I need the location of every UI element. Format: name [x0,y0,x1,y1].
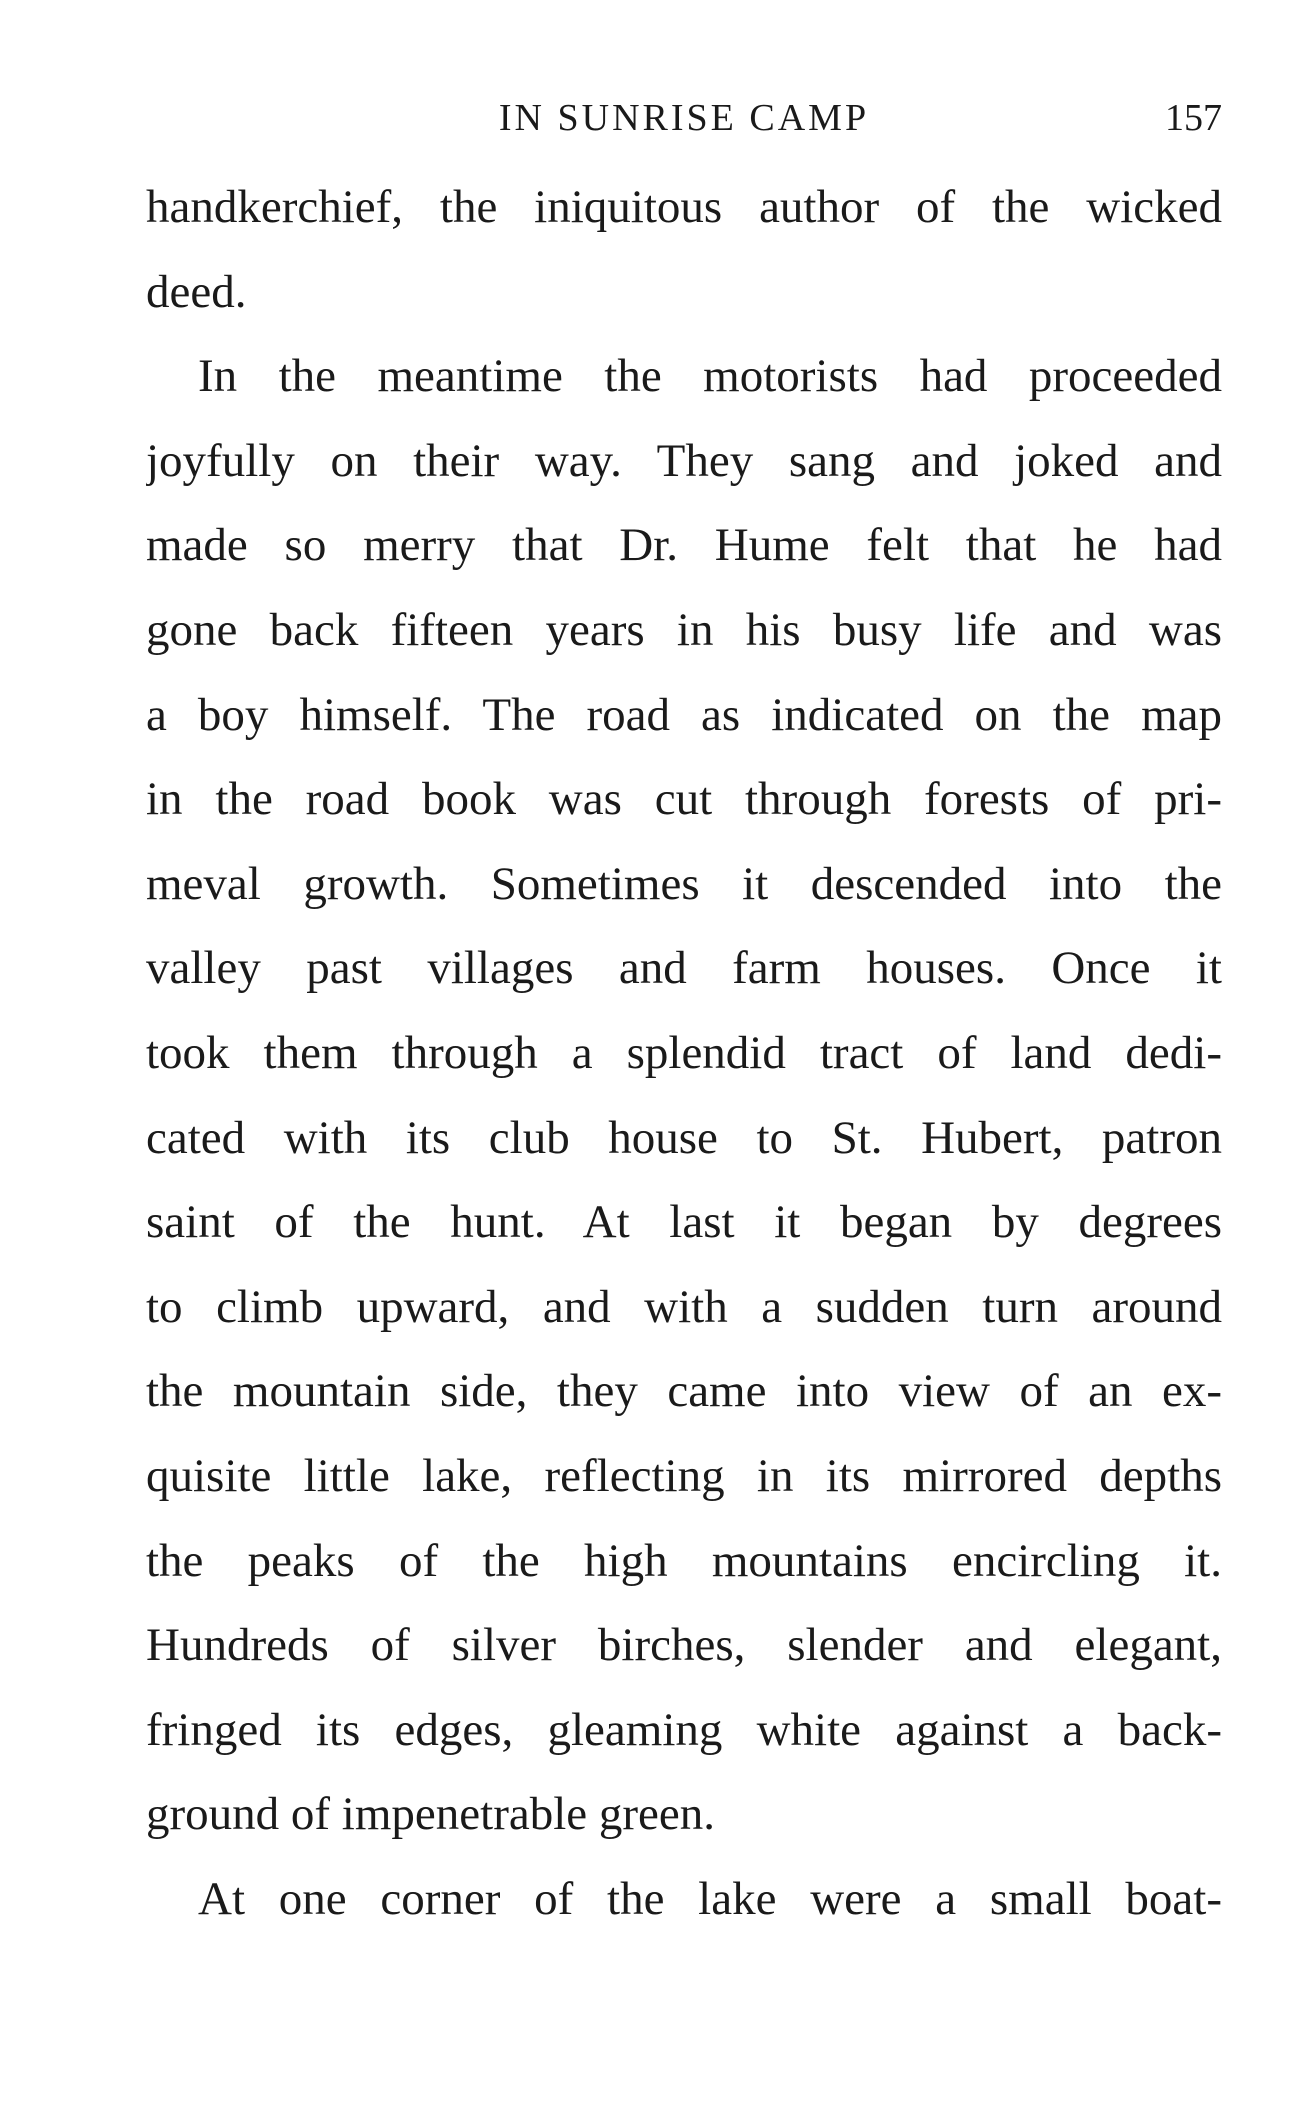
text-line: meval growth. Sometimes it descended into the [146,857,1222,910]
text-line: In the meantime the motorists had proceeded [198,350,1222,403]
text-line: At one corner of the lake were a small boat- [198,1872,1222,1925]
text-line: the peaks of the high mountains encircling it. [146,1534,1222,1587]
text-line: made so merry that Dr. Hume felt that he had [146,519,1222,572]
text-line: joyfully on their way. They sang and joked and [146,434,1222,487]
text-line: to climb upward, and with a sudden turn around [146,1280,1222,1333]
body-text [146,165,1222,1941]
text-line: fringed its edges, gleaming white against a back- [146,1703,1222,1756]
page-number: 157 [1165,97,1222,139]
text-line: saint of the hunt. At last it began by degrees [146,1196,1222,1249]
text-line: valley past villages and farm houses. Once it [146,942,1222,995]
text-line: deed. [146,265,247,318]
running-title: IN SUNRISE CAMP [498,97,870,139]
text-line: in the road book was cut through forests of pri- [146,773,1222,826]
text-line: took them through a splendid tract of land dedi- [146,1026,1222,1079]
text-line: gone back fifteen years in his busy life and was [146,603,1222,656]
text-line: handkerchief, the iniquitous author of the wicked [146,181,1222,233]
text-line: cated with its club house to St. Hubert, patron [146,1111,1222,1164]
text-line: ground of impenetrable green. [146,1788,716,1841]
text-line: quisite little lake, reflecting in its mirrored depths [146,1449,1222,1502]
running-head [146,90,1222,146]
text-line: a boy himself. The road as indicated on the map [146,688,1222,741]
text-line: the mountain side, they came into view of an ex- [146,1365,1222,1418]
text-line: Hundreds of silver birches, slender and elegant, [146,1619,1222,1672]
